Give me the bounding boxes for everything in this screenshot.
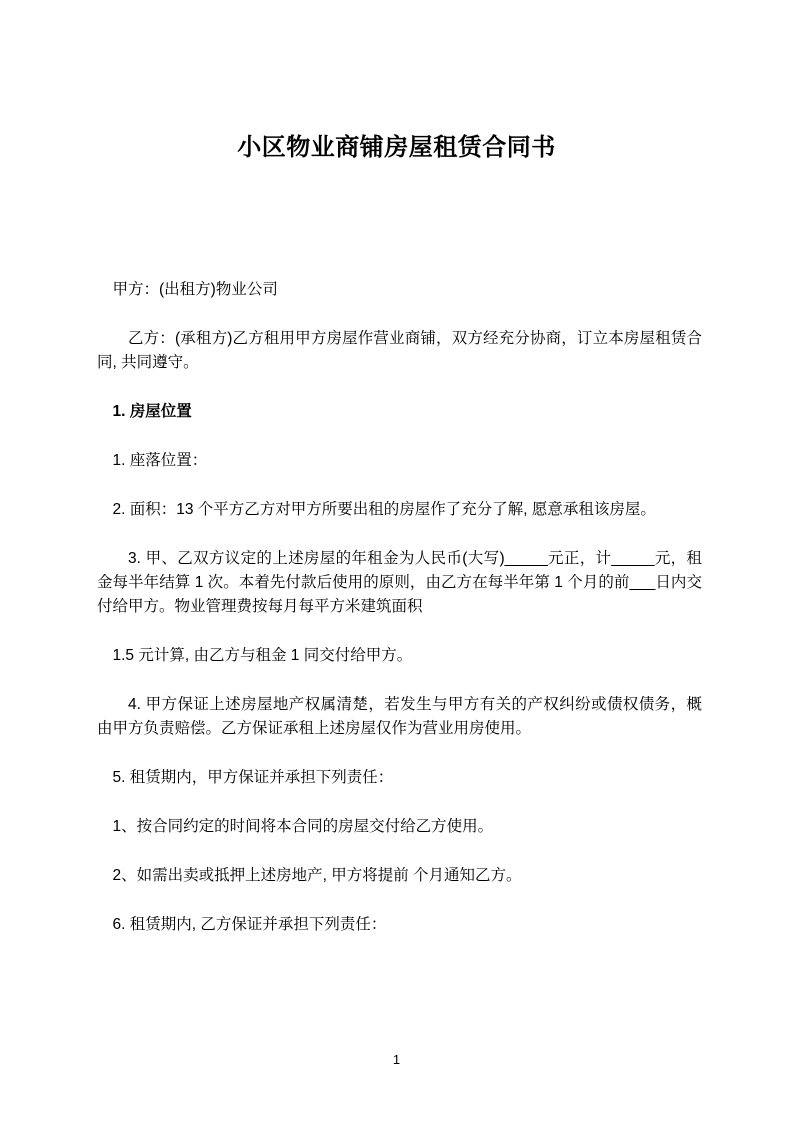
paragraph-clause-5-1: 1、按合同约定的时间将本合同的房屋交付给乙方使用。 [112, 818, 494, 836]
paragraph-clause-4: 4. 甲方保证上述房屋地产权属清楚，若发生与甲方有关的产权纠纷或债权债务，概由甲方负责赔偿。乙方保证承租上述房屋仅作为营业用房使用。 [97, 696, 702, 738]
paragraph-party-a: 甲方：(出租方)物业公司 [112, 281, 278, 298]
paragraph-clause-1-3: 3. 甲、乙双方议定的上述房屋的年租金为人民币(大写)_____元正，计_____元，租金每半年结算 1 次。本着先付款后使用的原则，由乙方在每半年第 1 个月的前___日内交付给甲方。物业管理费按每月每平方米建筑面积 [97, 550, 702, 616]
document-body [97, 278, 702, 962]
paragraph-party-b: 乙方：(承租方)乙方租用甲方房屋作营业商铺，双方经充分协商，订立本房屋租赁合同, 共同遵守。 [97, 330, 702, 372]
paragraph-clause-1-1: 1. 座落位置： [112, 452, 208, 470]
paragraph-clause-5-2: 2、如需出卖或抵押上述房地产, 甲方将提前 个月通知乙方。 [112, 867, 522, 885]
paragraph-clause-5: 5. 租赁期内，甲方保证并承担下列责任： [112, 769, 394, 787]
paragraph-clause-1-2: 2. 面积：13 个平方乙方对甲方所要出租的房屋作了充分了解, 愿意承租该房屋。 [112, 501, 656, 519]
paragraph-clause-1-4: 1.5 元计算, 由乙方与租金 1 同交付给甲方。 [112, 647, 413, 665]
paragraph-clause-1-heading: 1. 房屋位置 [112, 403, 192, 421]
page-number: 1 [392, 1052, 401, 1067]
paragraph-clause-6: 6. 租赁期内, 乙方保证并承担下列责任： [112, 916, 387, 934]
page-title: 小区物业商铺房屋租赁合同书 [237, 134, 556, 161]
